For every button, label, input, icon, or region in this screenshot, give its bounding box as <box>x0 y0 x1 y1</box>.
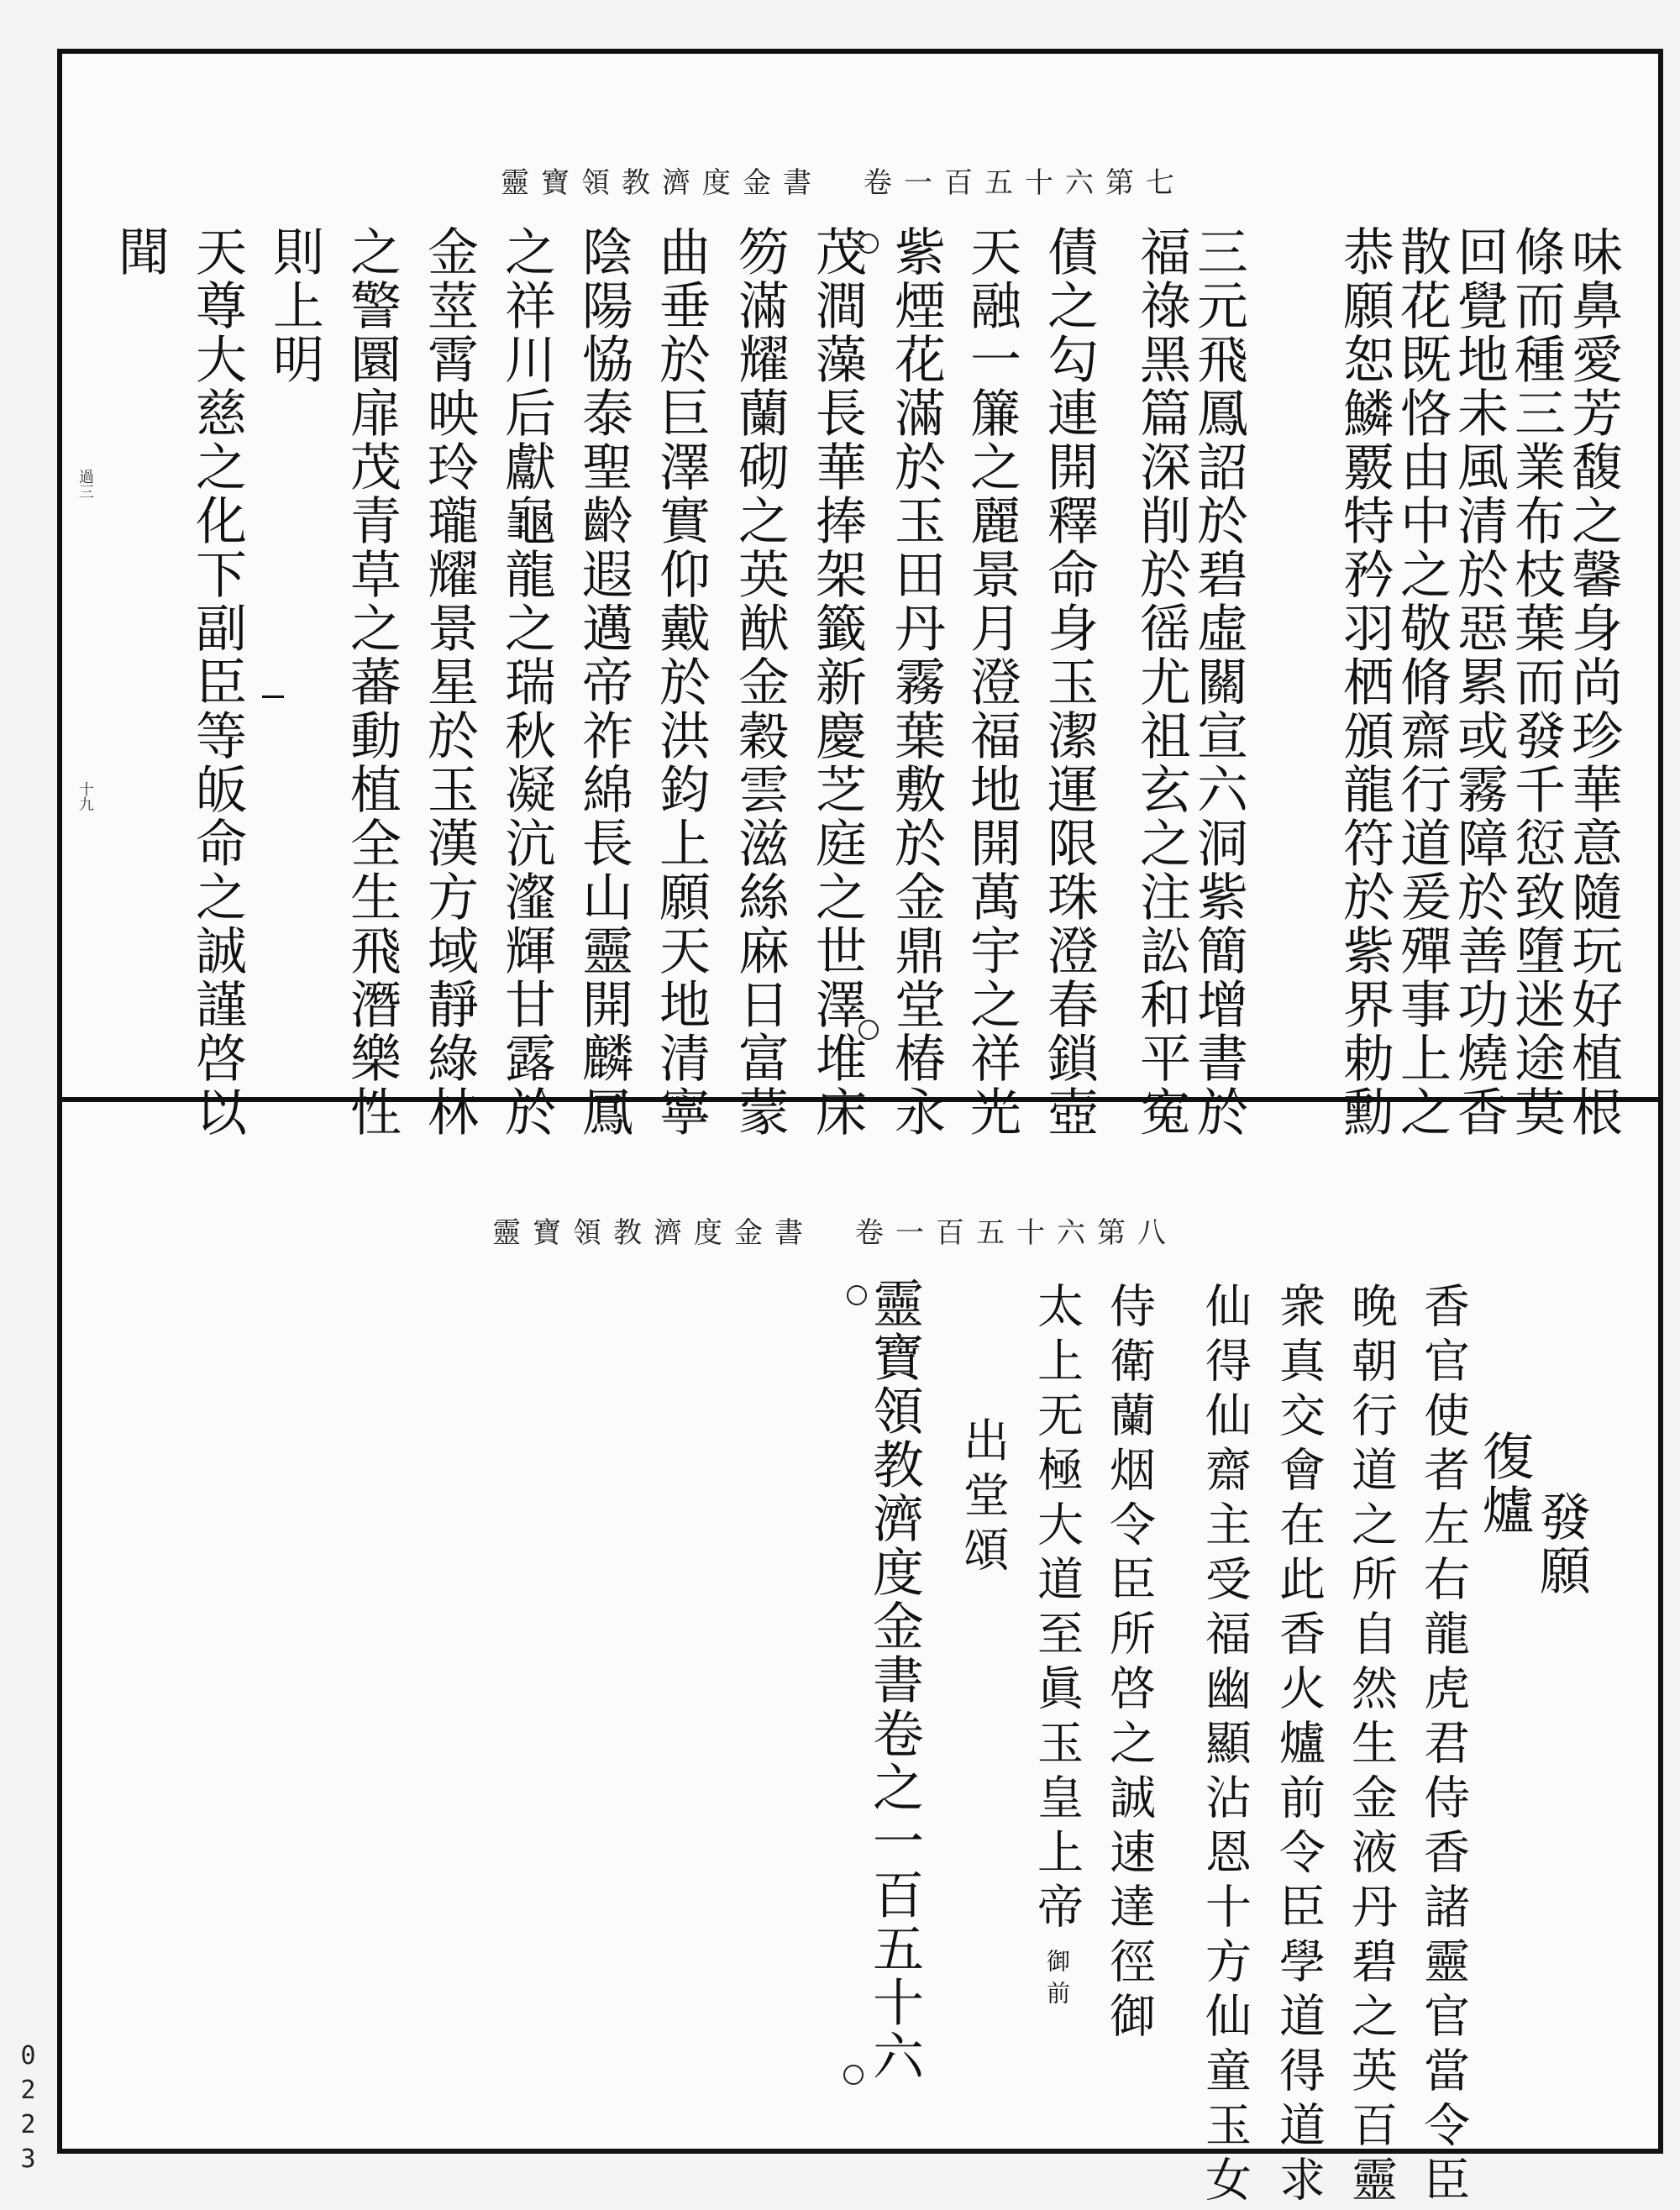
upper-col-9: 天融一簾之麗景月澄福地開萬宇之祥光 <box>962 225 1021 1139</box>
circle-mark <box>847 1285 867 1305</box>
circle-mark <box>858 1020 879 1040</box>
upper-col-5: 恭願恕鱗覈特矜羽栖頒龍符於紫界勅勳 <box>1335 225 1394 1139</box>
upper-col-12: 笏滿耀蘭砌之英猷金穀雲滋絲麻日富蒙 <box>730 225 790 1139</box>
upper-col-15: 之祥川后獻龜龍之瑞秋凝沆瀣輝甘露於 <box>496 225 556 1139</box>
upper-col-13: 曲垂於巨澤實仰戴於洪鈞上願天地清寧 <box>651 225 711 1139</box>
yuqian-note: 御前 <box>1043 1949 1071 2013</box>
upper-col-11: 茂澗藻長華捧架籤新慶芝庭之世澤堆床 <box>807 225 867 1139</box>
margin-mark-bottom: 十九 <box>76 781 94 811</box>
heading-fayuan: 發願 <box>1531 1490 1591 1598</box>
upper-col-1: 味鼻愛芳馥之馨身尚珍華意隨玩好植根 <box>1563 225 1623 1139</box>
upper-col-20: 聞 <box>110 225 170 279</box>
lower-col-4: 仙得仙齋主受福幽顯沾恩十方仙童玉女 <box>1198 1282 1252 2210</box>
circle-mark <box>858 234 879 254</box>
lower-running-header: 靈寶領教濟度金書 卷一百五十六第八 <box>492 1216 1178 1250</box>
upper-running-header: 靈寶領教濟度金書 卷一百五十六第七 <box>501 166 1186 200</box>
upper-col-17: 之警圜扉茂青草之蕃動植全生飛潛樂性 <box>342 225 402 1139</box>
upper-col-8: 債之勾連開釋命身玉潔運限珠澄春鎖壺 <box>1039 225 1099 1139</box>
margin-mark-top: 過三 <box>76 469 94 499</box>
volume-end-title: 靈寶領教濟度金書卷之一百五十六 <box>864 1277 924 2083</box>
upper-col-18: 則上明 <box>265 225 324 386</box>
circle-mark <box>843 2065 864 2085</box>
upper-col-14: 陰陽恊泰聖齡遐邁帝祚綿長山靈開麟鳳 <box>574 225 633 1139</box>
upper-col-2: 條而種三業布枝葉而發千愆致墮迷途莫 <box>1506 225 1566 1139</box>
upper-col-4: 散花既恪由中之敬脩齋行道爰殫事上之 <box>1392 225 1452 1139</box>
heading-fulu: 復爐 <box>1474 1430 1534 1537</box>
lower-col-6-main: 太上无極大道至眞玉皇上帝 <box>1030 1282 1084 1937</box>
upper-col-10: 紫煙花滿於玉田丹霧葉敷於金鼎堂椿永 <box>886 225 946 1139</box>
lower-col-1: 香官使者左右龍虎君侍香諸靈官當令臣 <box>1416 1282 1470 2210</box>
page-number: 0223 <box>13 2041 43 2179</box>
lower-col-3: 衆真交會在此香火爐前令臣學道得道求 <box>1272 1282 1326 2210</box>
upper-col-7: 福祿黑篇深削於徭尤祖玄之注訟和平寃 <box>1131 225 1191 1139</box>
upper-col-19: 天尊大慈之化下副臣等皈命之誠謹啓以 <box>187 225 247 1139</box>
upper-col-3: 回覺地未風清於惡累或霧障於善功燒香 <box>1449 225 1509 1139</box>
lower-col-6 <box>1030 1282 1084 2013</box>
upper-col-6: 三元飛鳳詔於碧虛關宣六洞紫簡增書於 <box>1189 225 1248 1139</box>
upper-col-16: 金莖霄映玲瓏耀景星於玉漢方域靜綠林 <box>419 225 479 1139</box>
dash-mark <box>262 696 284 698</box>
chutang-heading: 出堂頌 <box>956 1416 1010 1580</box>
lower-col-2: 晚朝行道之所自然生金液丹碧之英百靈 <box>1344 1282 1398 2210</box>
lower-col-5: 侍衛蘭烟令臣所啓之誠速達徑御 <box>1102 1282 1156 2046</box>
